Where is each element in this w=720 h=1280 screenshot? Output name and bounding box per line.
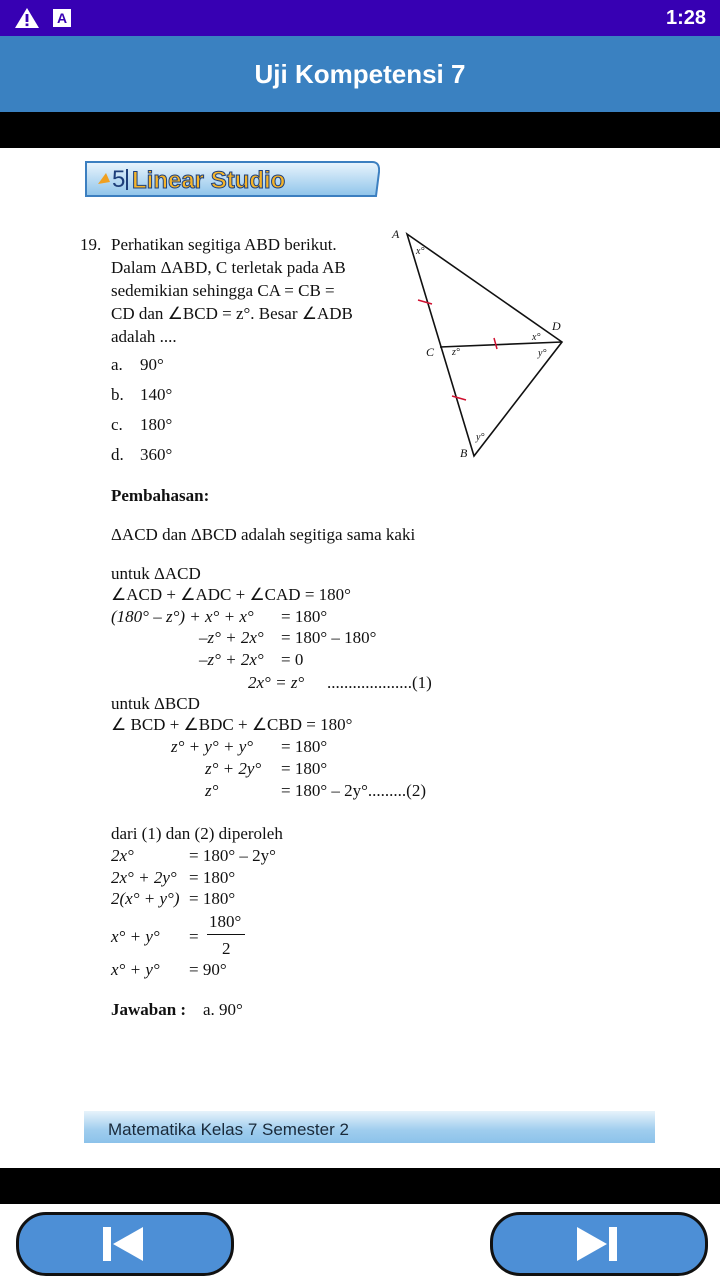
option-letter: c. [111,415,123,434]
linear-studio-logo [84,160,380,198]
svg-text:Linear Studio: Linear Studio [132,167,286,194]
svg-text:5: 5 [112,166,126,193]
vertex-c-label: C [426,345,435,359]
solution-line: = 180° [281,737,328,756]
question-number: 19. [80,235,102,254]
vertex-d-label: D [552,319,561,333]
solution-line: = 180° – 2y°.........(2) [281,781,427,800]
angle-y-right-label: y° [538,348,547,359]
solution-line: (180° – z°) + x° + x° [111,607,254,626]
solution-line: = 180° – 2y° [189,846,276,865]
solution-line: z° [205,781,219,800]
angle-z-label: z° [452,347,460,358]
bottom-nav [0,1204,720,1280]
option-letter: a. [111,355,123,374]
option-value: 90° [140,355,164,374]
solution-line: 2(x° + y°) [111,889,180,908]
solution-line: ∠ACD + ∠ADC + ∠CAD = 180° [111,585,351,604]
question-line: Dalam ΔABD, C terletak pada AB [111,258,346,277]
solution-line: = 90° [189,960,227,979]
previous-button[interactable] [16,1212,234,1276]
solution-intro: ΔACD dan ΔBCD adalah segitiga sama kaki [111,525,416,544]
solution-line: untuk ΔBCD [111,694,200,713]
solution-line: 2x° [111,846,134,865]
option-letter: d. [111,445,124,464]
question-line: adalah .... [111,327,177,346]
angle-x-top-label: x° [416,246,425,257]
vertex-a-label: A [392,227,400,241]
solution-heading: Pembahasan: [111,486,210,505]
option-letter: b. [111,385,124,404]
solution-line: = 180° – 180° [281,628,377,647]
solution-line: = 180° [189,868,236,887]
angle-y-bottom-label: y° [476,432,485,443]
skip-next-icon [575,1226,619,1262]
solution-line: z° + y° + y° [171,737,254,756]
footer-text: Matematika Kelas 7 Semester 2 [108,1120,349,1139]
option-value: 180° [140,415,173,434]
solution-line: = 180° [281,759,328,778]
question-line: CD dan ∠BCD = z°. Besar ∠ADB [111,304,353,323]
fraction-bar [207,934,245,935]
page-title: Uji Kompetensi 7 [254,59,466,89]
option-value: 140° [140,385,173,404]
status-time: 1:28 [665,7,706,29]
solution-line: = [189,927,199,946]
warning-icon [14,7,40,29]
solution-line: = 180° [189,889,236,908]
answer-label: Jawaban : [111,1000,187,1019]
angle-x-right-label: x° [532,332,541,343]
question-line: sedemikian sehingga CA = CB = [111,281,335,300]
solution-line: 2x° = z° [248,673,305,692]
solution-line: = 0 [281,650,304,669]
solution-line: –z° + 2x° [199,650,264,669]
solution-line: untuk ΔACD [111,564,201,583]
solution-line: x° + y° [111,960,160,979]
status-bar [0,0,720,36]
fraction-numerator: 180° [209,912,242,931]
triangle-figure [380,224,580,469]
fraction-denominator: 2 [222,939,231,958]
solution-line: z° + 2y° [205,759,262,778]
solution-line: ∠ BCD + ∠BDC + ∠CBD = 180° [111,715,353,734]
vertex-b-label: B [460,446,468,460]
app-bar [0,36,720,112]
svg-text:A: A [56,10,68,26]
solution-line: x° + y° [111,927,160,946]
answer-value: a. 90° [203,1000,243,1019]
option-value: 360° [140,445,173,464]
solution-line: = 180° [281,607,328,626]
a-box-icon [52,8,72,28]
skip-previous-icon [101,1226,145,1262]
book-page [0,148,720,1168]
next-button[interactable] [490,1212,708,1276]
solution-line: 2x° + 2y° [111,868,177,887]
solution-line: dari (1) dan (2) diperoleh [111,824,283,843]
solution-line: –z° + 2x° [199,628,264,647]
solution-line: ....................(1) [327,673,432,692]
question-line: Perhatikan segitiga ABD berikut. [111,235,337,254]
